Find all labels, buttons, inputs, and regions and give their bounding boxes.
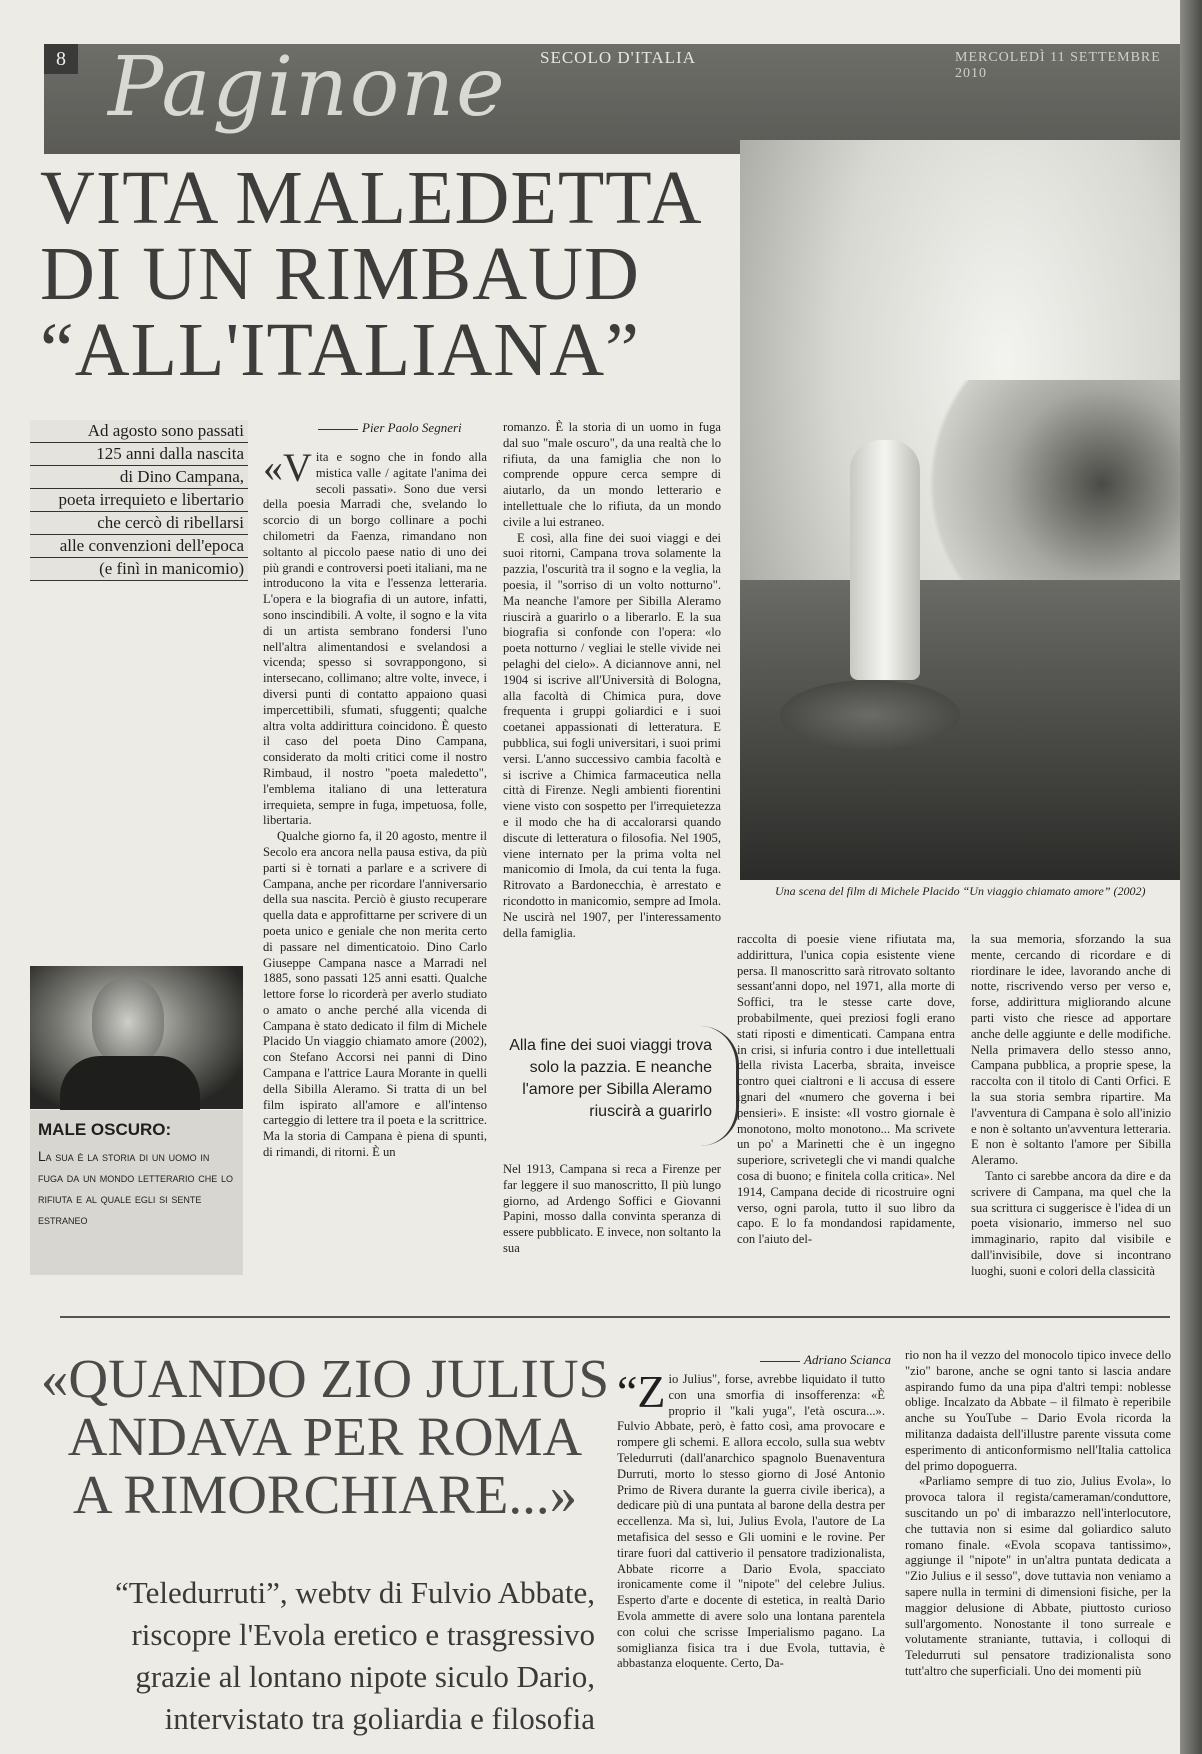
- section-divider: [60, 1316, 1170, 1318]
- deck-line: alle convenzioni dell'epoca: [30, 535, 248, 558]
- section-name: Paginone: [108, 40, 507, 135]
- paragraph: Qualche giorno fa, il 20 agosto, mentre il Secolo era ancora nella pausa estiva, da più parti si è tornati a parlare e a scrivere di Campana, anche per ricordare l'anniversario della sua nascita. Perciò è giusto recuperare quella data e approfittarne per scrivere di un poeta unico e geniale che non merita certo di passare nel dimenticatoio. Dino Carlo Giuseppe Campana nasce a Marradi nel 1885, sono passati 125 anni esatti. Qualche lettore forse lo ricorderà per averlo studiato o amato o anche perché alla vicenda di Campana è stato dedicato il film di Michele Placido Un viaggio chiamato amore (2002), con Stefano Accorsi nei panni di Dino Campana e l'attrice Laura Morante in quelli della Sibilla Aleramo. Si tratta di un bel film ispirato all'amore e all'intenso carteggio di lettere tra il poeta e la scrittrice. Ma la storia di Campana è piena di spunti, di rimandi, di ritorni. È un: [263, 829, 487, 1160]
- deck-line: intervistato tra goliardia e filosofia: [164, 1701, 595, 1736]
- masthead: SECOLO D'ITALIA: [540, 48, 696, 67]
- deck-line: grazie al lontano nipote siculo Dario,: [135, 1659, 595, 1694]
- deck-line: riscopre l'Evola eretico e trasgressivo: [131, 1617, 595, 1652]
- film-still-photo: [740, 140, 1180, 875]
- deck-line: 125 anni dalla nascita: [30, 443, 248, 466]
- pull-quote-bracket: [700, 1026, 739, 1146]
- photo-bowl: [780, 680, 960, 750]
- portrait-face: [92, 978, 164, 1066]
- headline-line: VITA MALEDETTA: [40, 156, 703, 240]
- article-column-1: [263, 445, 487, 1290]
- deck-line: che cercò di ribellarsi: [30, 512, 248, 535]
- second-article-byline: Adriano Scianca: [760, 1352, 891, 1368]
- dateline: MERCOLEDÌ 11 SETTEMBRE 2010: [955, 50, 1161, 81]
- paragraph: romanzo. È la storia di un uomo in fuga dal suo "male oscuro", da una realtà che lo rifiuta, da una famiglia che non lo comprende oppure cerca sempre di aiutarlo, da un mondo letterario e intellettuale che lo rifiuta, da un mondo civile a lui estraneo.: [503, 420, 721, 529]
- article-deck: [30, 420, 248, 581]
- second-article-column-1: [617, 1366, 885, 1742]
- deck-line: di Dino Campana,: [30, 466, 248, 489]
- sidebar-text: La sua è la storia di un uomo in fuga da un mondo letterario che lo rifiuta e al quale egli si sente estraneo: [38, 1149, 234, 1227]
- article-column-2: [503, 420, 721, 940]
- headline-line: «QUANDO ZIO JULIUS: [40, 1348, 610, 1409]
- paragraph: Tanto ci sarebbe ancora da dire e da scrivere di Campana, ma quel che la sua scrittura ci suggerisce è l'idea di un poeta visionario, immerso nel suo immaginario, rapito dal visibile e dall'invisibile, dove si incontrano luoghi, suoni e colori della classicità: [971, 1168, 1171, 1278]
- paragraph: rio non ha il vezzo del monocolo tipico invece dello "zio" barone, anche se ogni tanto si lascia andare aspirando fumo da una pipa d'altri tempi: noblesse oblige. Incalzato da Abbate – il filmato è reperibile anche su YouTube – Dario Evola ricorda la militanza dadaista dell'illustre parente vissuta come esperimento di anticonformismo nell'Italia cattolica del primo dopoguerra.: [905, 1348, 1171, 1473]
- second-article-headline: [40, 1350, 610, 1524]
- opening-quote-mark: «V: [263, 445, 312, 490]
- deck-line: poeta irrequieto e libertario: [30, 489, 248, 512]
- photo-caption: Una scena del film di Michele Placido “Un viaggio chiamato amore” (2002): [775, 884, 1146, 898]
- deck-line: (e finì in manicomio): [30, 558, 248, 581]
- opening-quote-mark: “Z: [617, 1366, 666, 1417]
- page-fold-shadow: [1180, 0, 1202, 1754]
- paragraph: Nel 1913, Campana si reca a Firenze per far leggere il suo manoscritto, Il più lungo giorno, ad Ardengo Soffici e Giovanni Papini, mosso dalla convinta speranza di essere pubblicato. E invece, non soltanto la sua: [503, 1162, 721, 1255]
- second-article-deck: [40, 1572, 595, 1740]
- paragraph: E così, alla fine dei suoi viaggi e dei suoi ritorni, Campana trova solamente la pazzia, l'oscurità tra il sogno e la veglia, la poesia, il "sorriso di un volto notturno". Ma neanche l'amore per Sibilla Aleramo riuscirà a guarirlo o a liberarlo. E la sua biografia si confonde con l'opera: «lo poeta notturno / vegliai le stelle vivide nei pelaghi del cielo». A diciannove anni, nel 1904 si iscrive all'Università di Bologna, alla facoltà di Chimica pura, dove frequenta i gruppi goliardici e i suoi coetanei appassionati di letteratura. E pubblica, sui fogli universitari, i suoi primi versi. L'anno successivo cambia facoltà e si iscrive a Chimica farmaceutica nella città di Firenze. Negli ambienti fiorentini viene visto con sospetto per l'irrequietezza e il modo che ha di accalorarsi quando discute di letteratura o filosofia. Nel 1905, viene internato per la prima volta nel manicomio di Imola, da cui tenta la fuga. Ritrovato a Bardonecchia, è arrestato e ricondotto in manicomio, sempre ad Imola. Ne uscirà nel 1907, per l'interessamento della famiglia.: [503, 530, 721, 940]
- paragraph: ita e sogno che in fondo alla mistica valle / agitate l'anima dei secoli passati». Sono due versi della poesia Marradi che, svelando lo scorcio di un borgo collinare a pochi chilometri da Faenza, rimandano non soltanto al piccolo paese natio di uno dei più grandi e controversi poeti italiani, ma ne introducono la vita e l'essenza letteraria. L'opera e la biografia di un autore, infatti, sono inscindibili. A volte, il sogno e la vita di un artista sembrano fondersi l'uno nell'altra alimentandosi e svelandosi a vicenda; spesso si sovrappongono, si intersecano, collimano; altre volte, invece, i diversi punti di contatto appaiono quasi impercettibili, sfumati, sfuggenti; qualche altra volta addirittura coincidono. È questo il caso del poeta Dino Campana, considerato da molti critici come il nostro Rimbaud, il nostro "poeta maledetto", l'emblema italiano di una letteratura irrequieta, sempre in fuga, impetuosa, folle, libertaria.: [263, 450, 487, 828]
- deck-line: Ad agosto sono passati: [30, 420, 248, 443]
- article-column-3: [737, 932, 955, 1292]
- article-headline: [40, 156, 740, 392]
- article-column-4: [971, 932, 1171, 1292]
- page-number: 8: [44, 44, 78, 74]
- paragraph: la sua memoria, sforzando la sua mente, cercando di ricordare e di riordinare le idee, lavorando anche di notte, riscrivendo verso per verso e, forse, addirittura migliorando alcune parti visto che riesce ad apportare anche delle aggiunte e delle modifiche. Nella primavera dello stesso anno, Campana pubblica, a proprie spese, la raccolta con il titolo di Canti Orfici. E la sua storia sembra ripartire. Ma l'avventura di Campana è solo all'inizio e non è soltanto un'avventura letteraria. E non è soltanto l'amore per Sibilla Aleramo.: [971, 932, 1171, 1168]
- article-column-2-continued: [503, 1162, 721, 1292]
- headline-line: ANDAVA PER ROMA: [67, 1406, 583, 1467]
- photo-bottle: [850, 440, 920, 680]
- paragraph: io Julius", forse, avrebbe liquidato il tutto con una smorfia di insofferenza: «È proprio il "kali yuga", l'età oscura...». Fulvio Abbate, però, è fatto così, ama provocare e rompere gli schemi. E allora eccolo, sulla sua webtv Teledurruti (dall'anarchico spagnolo Buenaventura Durruti, morto lo stesso giorno di José Antonio Primo de Rivera durante la guerra civile iberica), a dedicare più di una puntata al barone della destra per eccellenza. Ma sì, lui, Julius Evola, l'autore de La metafisica del sesso e Gli uomini e le rovine. Per tirare fuori dal cattiverio il pensatore tradizionalista, Abbate ricorre a Dario Evola, spacciato ironicamente come il "nipote" del celebre Julius. Esperto d'arte e docente di estetica, in realtà Dario Evola ammette di avere solo una lontana parentela con colui che scrisse Imperialismo pagano. La somiglianza fisica tra i due Evola, tuttavia, è abbastanza eloquente. Certo, Da-: [617, 1372, 885, 1671]
- headline-line: “ALL'ITALIANA”: [40, 308, 640, 392]
- second-article-column-2: [905, 1348, 1171, 1742]
- poet-portrait-photo: [30, 966, 243, 1109]
- sidebar-box: [30, 1110, 243, 1275]
- paragraph: raccolta di poesie viene rifiutata ma, addirittura, l'unica copia esistente viene persa. Il manoscritto sarà ritrovato soltanto sessant'anni dopo, nel 1971, alla morte di Soffici, tra le stesse carte dove, probabilmente, quei preziosi fogli erano stati riposti e dimenticati. Campana entra in crisi, si infuria contro i due intellettuali della rivista Lacerba, sbraita, inveisce contro quei cialtroni e li accusa di essere ignari del «numero che governa i bei pensieri». E insiste: «Il vostro giornale è monotono, molto monotono... Ma scrivete un po' a Marinetti che è un ingegno superiore, scrivetegli che vi mandi qualche cosa di buono; e finitela colla critica». Nel 1914, Campana decide di ricostruire ogni verso, ogni parola, tutto il suo libro da capo. E lo fa mondandosi rapidamente, con l'aiuto del-: [737, 932, 955, 1247]
- article-byline: Pier Paolo Segneri: [318, 420, 462, 436]
- sidebar-heading: MALE OSCURO:: [38, 1120, 172, 1139]
- pull-quote: Alla fine dei suoi viaggi trova solo la pazzia. E neanche l'amore per Sibilla Aleramo riuscirà a guarirlo: [509, 1037, 712, 1120]
- headline-line: A RIMORCHIARE...»: [72, 1464, 578, 1525]
- paragraph: «Parliamo sempre di tuo zio, Julius Evola», lo provoca talora il regista/cameraman/conduttore, suscitando un po' di imbarazzo nell'interlocutore, che tuttavia non si esime dal goliardico saluto romano finale. «Evola scopava tantissimo», aggiunge il "nipote" in un'altra puntata dedicata a "Zio Julius e il sesso", dove tuttavia non veniamo a sapere nulla in termini di dimensioni fisiche, per la maggior delusione di Abbate, piuttosto curioso sull'argomento. Nonostante il tono surreale e volutamente straniante, tuttavia, i colloqui di Teledurruti sul pensatore tradizionalista sono tutt'altro che superficiali. Uno dei momenti più: [905, 1474, 1171, 1678]
- portrait-coat: [60, 1056, 200, 1116]
- deck-line: “Teledurruti”, webtv di Fulvio Abbate,: [115, 1575, 595, 1610]
- headline-line: DI UN RIMBAUD: [40, 232, 640, 316]
